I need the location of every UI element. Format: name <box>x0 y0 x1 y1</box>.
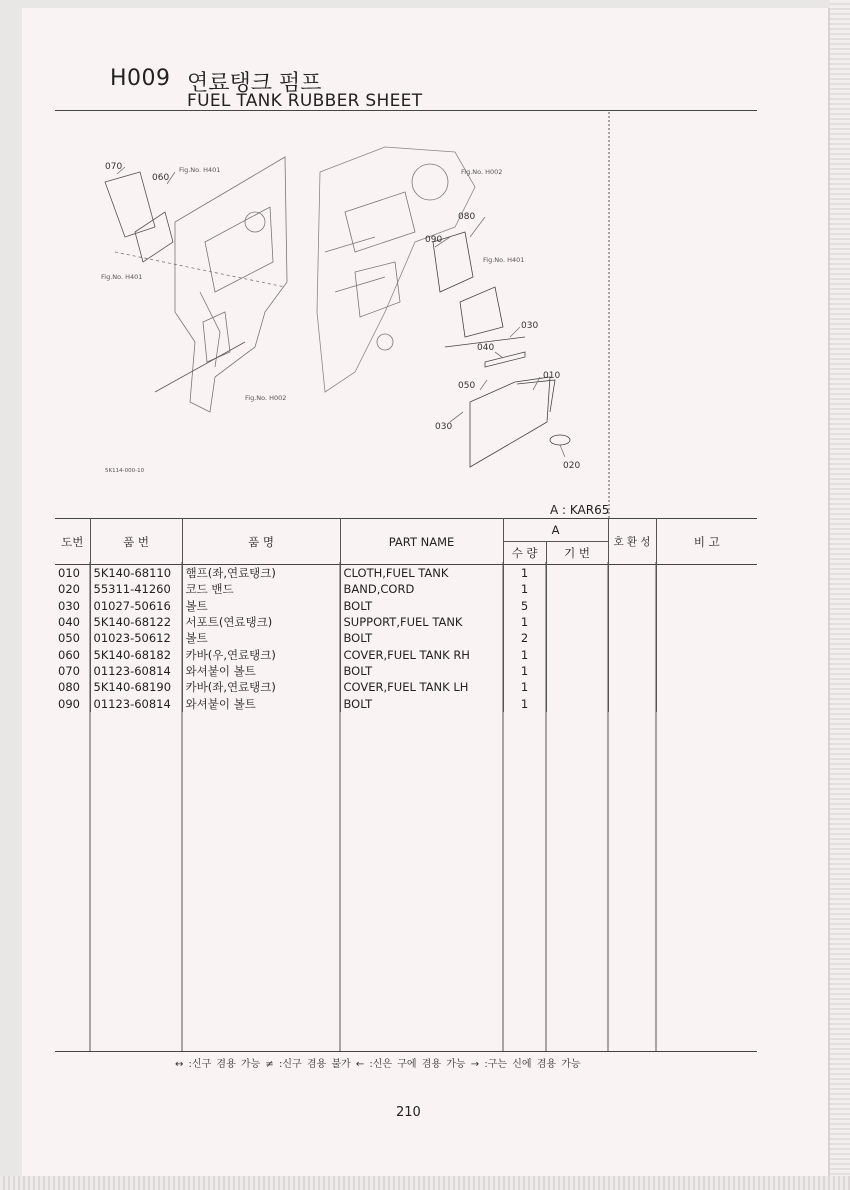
callout-label: 030 <box>435 422 453 432</box>
row-quantity: 1 <box>503 679 546 695</box>
header-part-name: PART NAME <box>340 519 503 565</box>
row-quantity: 1 <box>503 695 546 711</box>
row-ref-no: 030 <box>58 598 80 613</box>
table-row <box>55 663 757 679</box>
table-row <box>55 646 757 662</box>
table-row <box>55 598 757 614</box>
row-compatibility <box>608 663 656 679</box>
exploded-parts-diagram <box>55 112 615 512</box>
row-name-korean: 볼트 <box>182 598 340 614</box>
row-base-number <box>546 679 608 695</box>
row-ref-no: 080 <box>58 680 80 695</box>
row-part-name: BOLT <box>340 598 503 614</box>
row-quantity: 5 <box>503 598 546 614</box>
row-ref-no: 040 <box>58 615 80 630</box>
row-ref-no: 060 <box>58 647 80 662</box>
row-name-korean: 카바(좌,연료탱크) <box>182 679 340 695</box>
row-part-number: 5K140-68122 <box>90 614 182 630</box>
figure-reference: Fig.No. H002 <box>245 394 287 402</box>
header-part-number: 품 번 <box>90 519 182 565</box>
header-base-number: 기 번 <box>546 542 608 565</box>
row-name-korean: 와셔붙이 볼트 <box>182 695 340 711</box>
table-bottom-rule <box>55 1051 757 1052</box>
section-title-english: FUEL TANK RUBBER SHEET <box>187 91 423 111</box>
row-ref-no: 020 <box>58 582 80 597</box>
header-remarks: 비 고 <box>656 519 757 565</box>
table-row <box>55 565 757 582</box>
callout-label: 050 <box>458 381 476 391</box>
row-quantity: 2 <box>503 630 546 646</box>
row-base-number <box>546 695 608 711</box>
row-remarks <box>656 581 757 597</box>
row-compatibility <box>608 695 656 711</box>
figure-reference: Fig.No. H401 <box>101 273 143 281</box>
section-code: H009 <box>110 66 171 91</box>
figure-reference: Fig.No. H401 <box>179 166 221 174</box>
page-edge-bottom <box>0 1176 850 1190</box>
row-part-name: BAND,CORD <box>340 581 503 597</box>
row-base-number <box>546 663 608 679</box>
row-part-number: 5K140-68110 <box>90 565 182 582</box>
callout-label: 090 <box>425 235 443 245</box>
row-part-number: 01027-50616 <box>90 598 182 614</box>
row-quantity: 1 <box>503 565 546 582</box>
row-remarks <box>656 695 757 711</box>
row-part-name: CLOTH,FUEL TANK <box>340 565 503 582</box>
header-model-group: A <box>503 519 608 542</box>
row-name-korean: 카바(우,연료탱크) <box>182 646 340 662</box>
callout-label: 010 <box>543 371 561 381</box>
row-compatibility <box>608 646 656 662</box>
row-base-number <box>546 630 608 646</box>
row-base-number <box>546 581 608 597</box>
row-name-korean: 코드 밴드 <box>182 581 340 597</box>
callout-label: 020 <box>563 461 581 471</box>
row-remarks <box>656 646 757 662</box>
callout-label: 060 <box>152 173 170 183</box>
table-row <box>55 630 757 646</box>
page-number: 210 <box>396 1105 421 1120</box>
row-part-number: 01123-60814 <box>90 695 182 711</box>
row-part-name: BOLT <box>340 663 503 679</box>
row-part-name: BOLT <box>340 630 503 646</box>
parts-table <box>55 518 757 712</box>
table-row <box>55 679 757 695</box>
table-row <box>55 581 757 597</box>
header-compatibility: 호 환 성 <box>608 519 656 565</box>
row-part-number: 5K140-68182 <box>90 646 182 662</box>
row-remarks <box>656 663 757 679</box>
callout-label: 080 <box>458 212 476 222</box>
row-quantity: 1 <box>503 646 546 662</box>
model-designation: A : KAR65 <box>550 503 610 517</box>
row-quantity: 1 <box>503 581 546 597</box>
row-compatibility <box>608 614 656 630</box>
table-row <box>55 614 757 630</box>
row-part-name: BOLT <box>340 695 503 711</box>
row-ref-no: 090 <box>58 696 80 711</box>
drawing-code: 5K114-000-10 <box>105 468 145 474</box>
row-name-korean: 서포트(연료탱크) <box>182 614 340 630</box>
figure-reference: Fig.No. H401 <box>483 256 525 264</box>
row-base-number <box>546 598 608 614</box>
header-name-korean: 품 명 <box>182 519 340 565</box>
header-no: 도번 <box>55 519 90 565</box>
title-rule <box>55 110 757 111</box>
row-compatibility <box>608 581 656 597</box>
row-compatibility <box>608 679 656 695</box>
row-part-name: COVER,FUEL TANK LH <box>340 679 503 695</box>
row-remarks <box>656 565 757 582</box>
row-remarks <box>656 679 757 695</box>
page-edge-right <box>830 0 850 1190</box>
row-name-korean: 볼트 <box>182 630 340 646</box>
row-name-korean: 와셔붙이 볼트 <box>182 663 340 679</box>
row-name-korean: 햄프(좌,연료탱크) <box>182 565 340 582</box>
row-base-number <box>546 565 608 582</box>
row-ref-no: 010 <box>58 566 80 581</box>
row-base-number <box>546 614 608 630</box>
row-compatibility <box>608 630 656 646</box>
row-ref-no: 050 <box>58 631 80 646</box>
row-quantity: 1 <box>503 663 546 679</box>
row-part-number: 5K140-68190 <box>90 679 182 695</box>
row-part-number: 01023-50612 <box>90 630 182 646</box>
row-remarks <box>656 614 757 630</box>
row-quantity: 1 <box>503 614 546 630</box>
section-title-korean: 연료탱크 펌프 <box>187 71 322 96</box>
row-ref-no: 070 <box>58 663 80 678</box>
row-compatibility <box>608 565 656 582</box>
row-compatibility <box>608 598 656 614</box>
header-quantity: 수 량 <box>503 542 546 565</box>
row-part-name: COVER,FUEL TANK RH <box>340 646 503 662</box>
row-base-number <box>546 646 608 662</box>
callout-label: 070 <box>105 162 123 172</box>
compatibility-legend: ↔ :신구 겸용 가능 ≠ :신구 겸용 불가 ← :신은 구에 겸용 가능 → :구는 신에 겸용 가능 <box>175 1059 581 1070</box>
callout-label: 030 <box>521 321 539 331</box>
row-remarks <box>656 630 757 646</box>
row-remarks <box>656 598 757 614</box>
row-part-name: SUPPORT,FUEL TANK <box>340 614 503 630</box>
figure-reference: Fig.No. H002 <box>461 168 503 176</box>
row-part-number: 55311-41260 <box>90 581 182 597</box>
table-row <box>55 695 757 711</box>
callout-label: 040 <box>477 343 495 353</box>
row-part-number: 01123-60814 <box>90 663 182 679</box>
